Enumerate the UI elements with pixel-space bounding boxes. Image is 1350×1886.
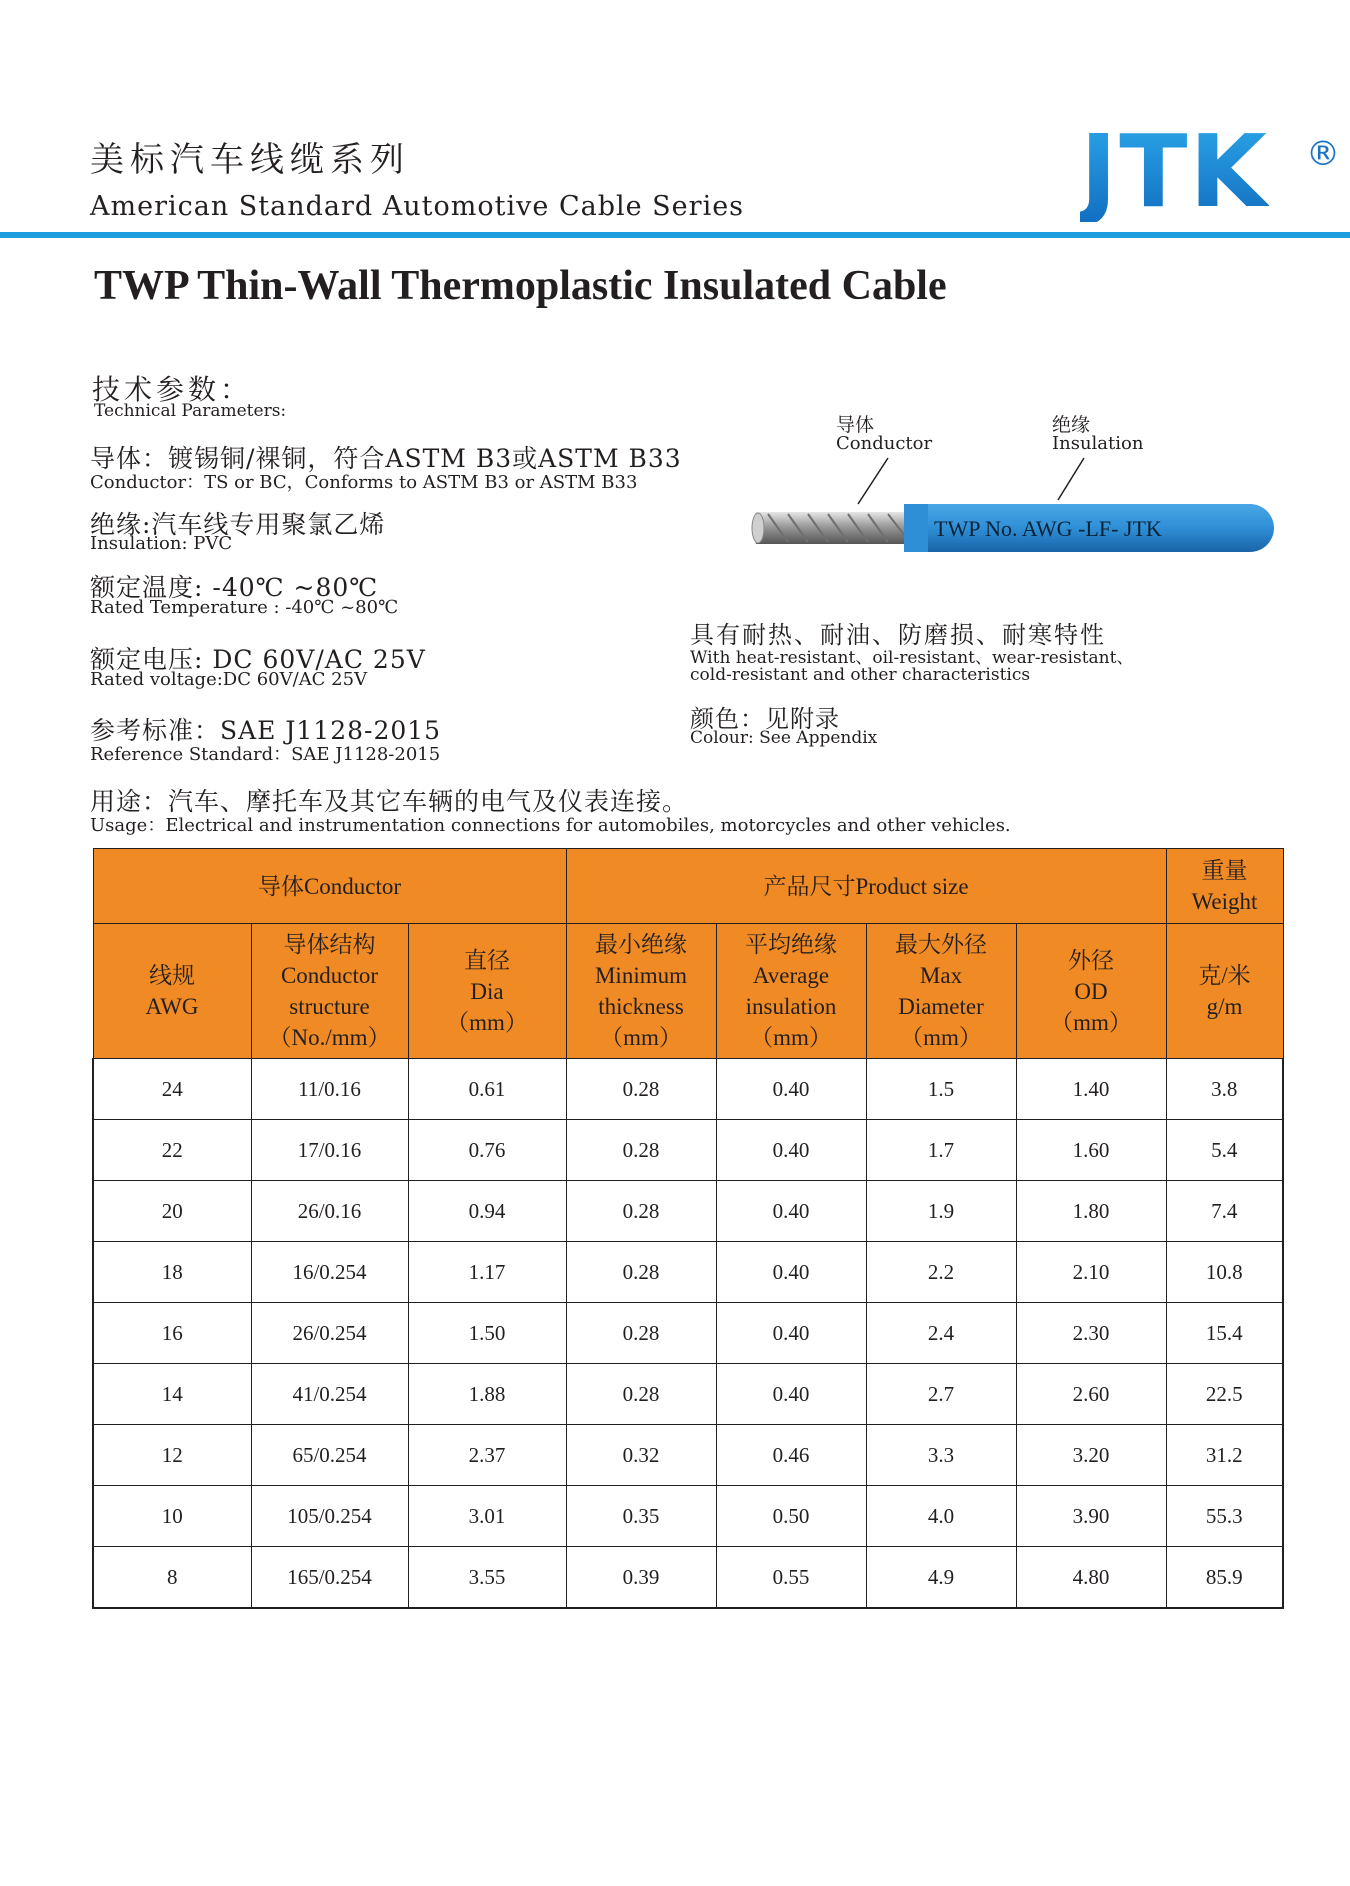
- table-cell: 24: [93, 1059, 251, 1120]
- table-cell: 4.80: [1016, 1547, 1166, 1609]
- group-weight-en: Weight: [1191, 889, 1258, 914]
- diagram-conductor-cn: 导体: [836, 414, 875, 436]
- column-header: [1166, 924, 1283, 1059]
- column-header-line: 平均绝缘: [745, 932, 837, 957]
- group-product-size: 产品尺寸Product size: [566, 849, 1166, 924]
- params-heading-en: Technical Parameters:: [94, 401, 287, 421]
- column-header: [408, 924, 566, 1059]
- features-en-2: cold-resistant and other characteristics: [690, 665, 1031, 685]
- table-cell: 1.80: [1016, 1181, 1166, 1242]
- column-header-line: Diameter: [898, 994, 984, 1019]
- registered-mark: ®: [1306, 134, 1340, 174]
- group-weight: [1166, 849, 1283, 924]
- table-cell: 10: [93, 1486, 251, 1547]
- table-cell: 1.88: [408, 1364, 566, 1425]
- table-cell: 12: [93, 1425, 251, 1486]
- table-cell: 55.3: [1166, 1486, 1283, 1547]
- insulation-leader-line: [1058, 458, 1084, 500]
- standard-spec-en: Reference Standard：SAE J1128-2015: [90, 744, 441, 765]
- table-cell: 0.28: [566, 1303, 716, 1364]
- table-cell: 2.2: [866, 1242, 1016, 1303]
- column-header: [866, 924, 1016, 1059]
- table-cell: 0.55: [716, 1547, 866, 1609]
- table-row: [93, 1181, 1283, 1242]
- usage-cn: 用途：汽车、摩托车及其它车辆的电气及仪表连接。: [90, 787, 689, 816]
- table-cell: 0.28: [566, 1181, 716, 1242]
- diagram-insulation-cn: 绝缘: [1052, 414, 1091, 436]
- table-cell: 15.4: [1166, 1303, 1283, 1364]
- series-title-en: American Standard Automotive Cable Series: [90, 191, 745, 222]
- column-header-line: 克/米: [1198, 963, 1251, 988]
- column-header-line: AWG: [145, 994, 199, 1019]
- table-cell: 8: [93, 1547, 251, 1609]
- group-conductor: 导体Conductor: [93, 849, 566, 924]
- column-header-line: OD: [1074, 978, 1108, 1004]
- table-cell: 11/0.16: [251, 1059, 408, 1120]
- temperature-spec-en: Rated Temperature : -40℃ ~80℃: [90, 597, 399, 618]
- table-cell: 1.50: [408, 1303, 566, 1364]
- table-cell: 0.28: [566, 1364, 716, 1425]
- column-header-line: Average: [752, 963, 830, 988]
- table-row: [93, 1425, 1283, 1486]
- conductor-leader-line: [858, 458, 888, 504]
- table-cell: 4.0: [866, 1486, 1016, 1547]
- table-cell: 85.9: [1166, 1547, 1283, 1609]
- table-row: [93, 1120, 1283, 1181]
- table-row: [93, 1303, 1283, 1364]
- column-header-line: Conductor: [280, 963, 379, 988]
- table-cell: 5.4: [1166, 1120, 1283, 1181]
- table-cell: 0.40: [716, 1242, 866, 1303]
- table-cell: 22.5: [1166, 1364, 1283, 1425]
- table-row: [93, 1547, 1283, 1609]
- insulation-spec-cn: 绝缘:汽车线专用聚氯乙烯: [90, 510, 386, 539]
- table-cell: 165/0.254: [251, 1547, 408, 1609]
- table-row: [93, 1242, 1283, 1303]
- params-heading-cn: 技术参数：: [92, 373, 253, 406]
- column-header-line: 最大外径: [895, 932, 987, 957]
- table-cell: 10.8: [1166, 1242, 1283, 1303]
- usage-en: Usage：Electrical and instrumentation connections for automobiles, motorcycles and other vehicles.: [90, 815, 1011, 836]
- column-header-line: 导体结构: [283, 932, 376, 957]
- diagram-conductor-en: Conductor: [836, 433, 933, 454]
- conductor-spec-en: Conductor：TS or BC，Conforms to ASTM B3 or ASTM B33: [90, 472, 638, 493]
- table-row: [93, 1364, 1283, 1425]
- table-cell: 1.9: [866, 1181, 1016, 1242]
- column-header-line: Dia: [470, 978, 504, 1004]
- table-cell: 0.61: [408, 1059, 566, 1120]
- table-cell: 2.60: [1016, 1364, 1166, 1425]
- table-cell: 0.35: [566, 1486, 716, 1547]
- column-header-line: Max: [919, 963, 963, 988]
- table-cell: 14: [93, 1364, 251, 1425]
- table-cell: 0.50: [716, 1486, 866, 1547]
- cable-illustration: [748, 452, 1288, 562]
- table-cell: 16/0.254: [251, 1242, 408, 1303]
- page-title: TWP Thin-Wall Thermoplastic Insulated Cable: [94, 263, 947, 309]
- table-cell: 41/0.254: [251, 1364, 408, 1425]
- voltage-spec-en: Rated voltage:DC 60V/AC 25V: [90, 669, 368, 690]
- table-cell: 2.4: [866, 1303, 1016, 1364]
- insulation-spec-en: Insulation: PVC: [90, 533, 233, 554]
- column-header: [251, 924, 408, 1059]
- column-header: [716, 924, 866, 1059]
- conductor-strands: [752, 512, 908, 544]
- table-cell: 3.3: [866, 1425, 1016, 1486]
- column-header-line: （No./mm）: [268, 1025, 391, 1050]
- table-cell: 3.55: [408, 1547, 566, 1609]
- table-cell: 4.9: [866, 1547, 1016, 1609]
- table-cell: 1.60: [1016, 1120, 1166, 1181]
- header-divider: [0, 232, 1350, 238]
- column-header-line: 最小绝缘: [595, 932, 687, 957]
- table-cell: 65/0.254: [251, 1425, 408, 1486]
- table-cell: 0.40: [716, 1303, 866, 1364]
- colour-en: Colour: See Appendix: [690, 728, 878, 748]
- cable-spec-table: [92, 848, 1284, 1609]
- features-cn: 具有耐热、耐油、防磨损、耐寒特性: [690, 621, 1106, 649]
- column-header: [1016, 924, 1166, 1059]
- temperature-spec-cn: 额定温度: -40℃ ~80℃: [90, 573, 379, 602]
- table-cell: 3.8: [1166, 1059, 1283, 1120]
- table-cell: 105/0.254: [251, 1486, 408, 1547]
- column-header-line: thickness: [598, 994, 684, 1019]
- table-cell: 31.2: [1166, 1425, 1283, 1486]
- column-header-line: g/m: [1206, 994, 1243, 1019]
- standard-spec-cn: 参考标准：SAE J1128-2015: [90, 716, 442, 745]
- column-header-line: structure: [289, 994, 370, 1019]
- column-header-line: insulation: [745, 994, 837, 1019]
- table-cell: 0.28: [566, 1059, 716, 1120]
- table-row: [93, 1486, 1283, 1547]
- column-header: [566, 924, 716, 1059]
- table-cell: 3.20: [1016, 1425, 1166, 1486]
- table-cell: 1.5: [866, 1059, 1016, 1120]
- table-cell: 3.01: [408, 1486, 566, 1547]
- table-cell: 0.94: [408, 1181, 566, 1242]
- table-cell: 1.7: [866, 1120, 1016, 1181]
- column-header-line: Minimum: [594, 963, 687, 988]
- table-cell: 0.28: [566, 1242, 716, 1303]
- column-header-line: （mm）: [750, 1025, 832, 1050]
- table-cell: 16: [93, 1303, 251, 1364]
- voltage-spec-cn: 额定电压: DC 60V/AC 25V: [90, 645, 426, 674]
- jtk-logo: JTK: [1080, 113, 1269, 230]
- diagram-insulation-en: Insulation: [1052, 433, 1144, 454]
- column-header-line: （mm）: [900, 1025, 982, 1050]
- table-cell: 0.40: [716, 1059, 866, 1120]
- table-cell: 2.7: [866, 1364, 1016, 1425]
- table-cell: 0.40: [716, 1364, 866, 1425]
- table-cell: 0.32: [566, 1425, 716, 1486]
- group-weight-cn: 重量: [1201, 858, 1248, 883]
- table-cell: 0.46: [716, 1425, 866, 1486]
- table-cell: 2.10: [1016, 1242, 1166, 1303]
- cable-print: TWP No. AWG -LF- JTK: [934, 516, 1162, 541]
- table-cell: 2.37: [408, 1425, 566, 1486]
- series-title-cn: 美标汽车线缆系列: [90, 140, 410, 180]
- table-cell: 0.39: [566, 1547, 716, 1609]
- column-header-line: 直径: [464, 947, 510, 973]
- table-cell: 0.76: [408, 1120, 566, 1181]
- table-cell: 1.17: [408, 1242, 566, 1303]
- column-header-line: （mm）: [1050, 1009, 1132, 1035]
- table-cell: 0.28: [566, 1120, 716, 1181]
- table-cell: 18: [93, 1242, 251, 1303]
- table-cell: 0.40: [716, 1120, 866, 1181]
- table-cell: 17/0.16: [251, 1120, 408, 1181]
- table-cell: 20: [93, 1181, 251, 1242]
- table-row: [93, 1059, 1283, 1120]
- table-cell: 3.90: [1016, 1486, 1166, 1547]
- table-cell: 7.4: [1166, 1181, 1283, 1242]
- table-cell: 0.40: [716, 1181, 866, 1242]
- features-en-1: With heat-resistant、oil-resistant、wear-resistant、: [690, 648, 1134, 668]
- table-cell: 26/0.254: [251, 1303, 408, 1364]
- column-header-line: （mm）: [600, 1025, 682, 1050]
- conductor-spec-cn: 导体：镀锡铜/裸铜，符合ASTM B3或ASTM B33: [90, 444, 682, 473]
- column-header-line: （mm）: [446, 1009, 528, 1035]
- table-cell: 22: [93, 1120, 251, 1181]
- column-header: [93, 924, 251, 1059]
- table-cell: 2.30: [1016, 1303, 1166, 1364]
- column-header-line: 外径: [1068, 947, 1114, 973]
- colour-cn: 颜色：见附录: [690, 705, 840, 733]
- column-header-line: 线规: [149, 963, 195, 988]
- table-cell: 26/0.16: [251, 1181, 408, 1242]
- table-cell: 1.40: [1016, 1059, 1166, 1120]
